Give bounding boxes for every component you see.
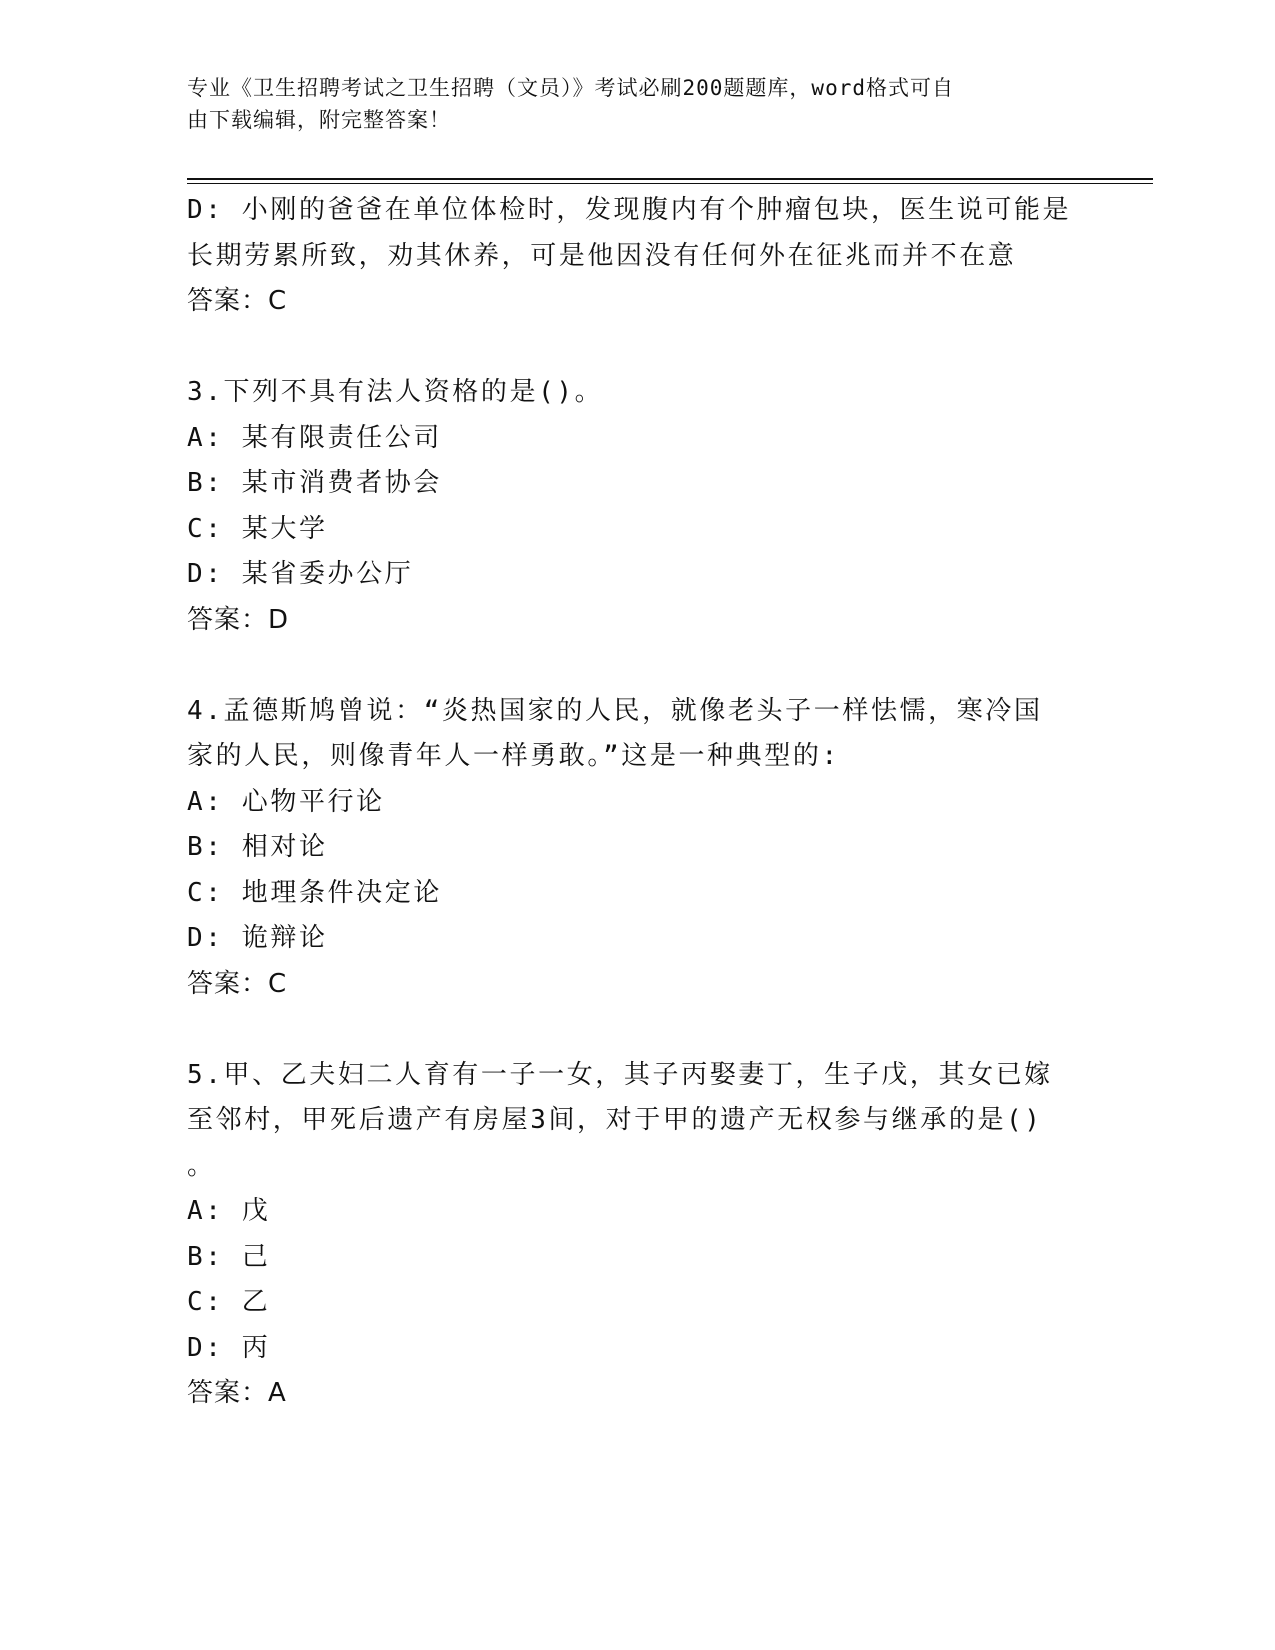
header-divider-thick [187, 178, 1153, 180]
question-text-line: D: 小刚的爸爸在单位体检时，发现腹内有个肿瘤包块，医生说可能是 [187, 195, 1072, 225]
spacer [187, 1007, 1067, 1053]
option-c: C: 某大学 [187, 513, 328, 544]
question-block-4 [187, 689, 1067, 1008]
header-title-line-2: 由下载编辑，附完整答案！ [187, 108, 451, 132]
option-b: B: 己 [187, 1241, 271, 1272]
question-stem: 至邻村，甲死后遗产有房屋3间，对于甲的遗产无权参与继承的是() [187, 1105, 1043, 1135]
question-block-2 [187, 188, 1072, 325]
header-title-line-1: 专业《卫生招聘考试之卫生招聘（文员）》考试必刷200题题库，word格式可自 [187, 76, 954, 100]
option-d: D: 丙 [187, 1332, 271, 1363]
option-d: D: 诡辩论 [187, 923, 328, 953]
question-block-3 [187, 370, 1067, 643]
question-text-line: 长期劳累所致，劝其休养，可是他因没有任何外在征兆而并不在意 [187, 240, 1017, 271]
option-b: B: 某市消费者协会 [187, 468, 442, 498]
document-header [187, 72, 1067, 136]
answer-line: 答案：D [187, 604, 290, 635]
option-c: C: 乙 [187, 1287, 271, 1317]
option-a: A: 某有限责任公司 [187, 422, 442, 453]
option-a: A: 戊 [187, 1196, 271, 1226]
question-stem: 家的人民，则像青年人一样勇敢。”这是一种典型的: [187, 741, 840, 771]
spacer [187, 325, 1067, 371]
question-stem: 4.孟德斯鸠曾说：“炎热国家的人民，就像老头子一样怯懦，寒冷国 [187, 695, 1043, 726]
option-d: D: 某省委办公厅 [187, 559, 414, 589]
answer-line: 答案：C [187, 968, 288, 999]
answer-line: 答案：C [187, 286, 288, 316]
question-block-5 [187, 1053, 1067, 1417]
spacer [187, 643, 1067, 689]
option-b: B: 相对论 [187, 832, 328, 862]
option-c: C: 地理条件决定论 [187, 877, 442, 908]
question-stem: 。 [187, 1150, 216, 1181]
option-a: A: 心物平行论 [187, 786, 385, 817]
question-list [187, 188, 1072, 1417]
question-stem: 5.甲、乙夫妇二人育有一子一女，其子丙娶妻丁，生子戊，其女已嫁 [187, 1059, 1053, 1090]
answer-line: 答案：A [187, 1378, 287, 1408]
question-stem: 3.下列不具有法人资格的是()。 [187, 377, 604, 407]
header-divider-thin [187, 183, 1153, 184]
